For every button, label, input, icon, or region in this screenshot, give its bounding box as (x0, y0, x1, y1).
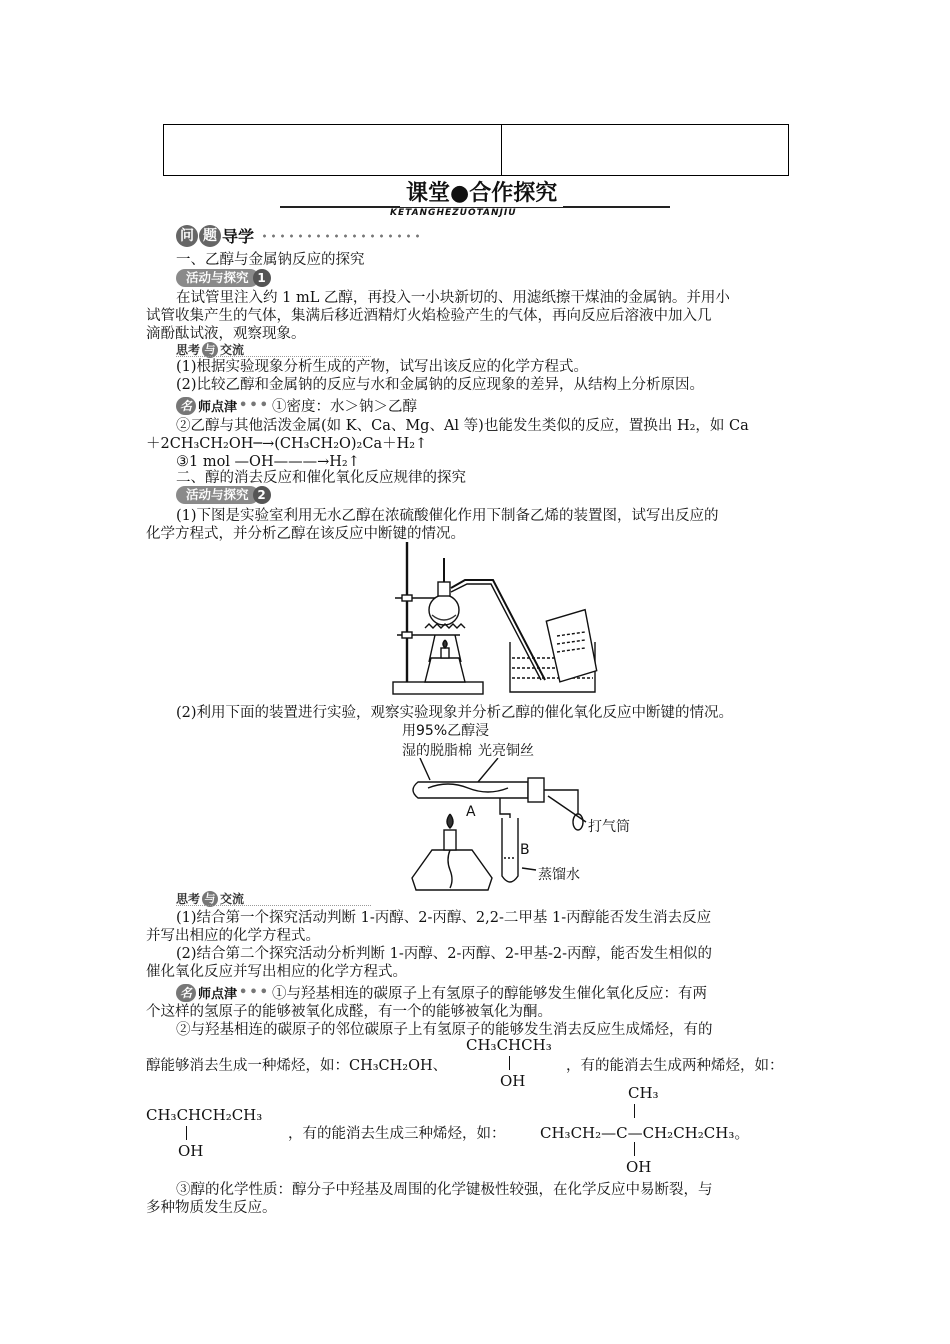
t2-tip-2-line3: ，有的能消去生成三种烯烃，如： (288, 1126, 506, 1142)
fig2-label-cotton: 湿的脱脂棉 (402, 743, 472, 759)
tip-1: ①密度：水＞钠＞乙醇 (271, 399, 417, 415)
guide-header (176, 224, 420, 247)
s2-para-1-line1: (1)下图是实验室利用无水乙醇在浓硫酸催化作用下制备乙烯的装置图，试写出反应的 (176, 508, 719, 524)
t2-tip-2-line1: ②与羟基相连的碳原子的邻位碳原子上有氢原子的能够发生消去反应生成烯烃，有的 (176, 1022, 713, 1038)
formula-ch3-branch: CH₃ (628, 1084, 659, 1102)
s2-question-1-line2: 并写出相应的化学方程式。 (146, 928, 320, 944)
tip-2-line1: ②乙醇与其他活泼金属(如 K、Ca、Mg、Al 等)也能发生类似的反应，置换出 H₂，如 Ca (176, 418, 749, 434)
header-table (163, 124, 789, 176)
formula-oh-3: OH (626, 1158, 652, 1176)
t2-tip-1-line1: ①与羟基相连的碳原子上有氢原子的醇能够发生催化氧化反应：有两 (271, 986, 707, 1002)
section-banner (280, 178, 670, 216)
tips-icon: 名 (176, 984, 196, 1002)
activity-label: 活动与探究 (176, 269, 259, 287)
s2-para-1-line2: 化学方程式，并分析乙醇在该反应中断键的情况。 (146, 526, 465, 542)
think-label-b: 与 (202, 342, 218, 358)
guide-label: 导学 (222, 227, 255, 246)
tips-icon: 名 (176, 397, 196, 415)
tip-3: ③1 mol —OH———→H₂↑ (176, 454, 360, 470)
guide-icon-1: 问 (176, 225, 198, 247)
think-label-a: 思考 (176, 343, 201, 357)
tips-row-2 (176, 982, 707, 1003)
section1-heading: 一、乙醇与金属钠反应的探究 (176, 252, 365, 268)
t2-tip-2-line2-pre: 醇能够消去生成一种烯烃，如：CH₃CH₂OH、 (146, 1058, 448, 1074)
formula-oh-1: OH (500, 1072, 526, 1090)
formula-bond-2 (186, 1126, 187, 1140)
t2-tip-2-line2-post: ，有的能消去生成两种烯烃，如： (566, 1058, 784, 1074)
oxidation-apparatus-figure (408, 758, 588, 893)
banner-title: 课堂●合作探究 (400, 176, 563, 207)
tips-label: 师点津 (198, 987, 238, 1002)
fig2-label-a: A (466, 804, 476, 820)
t2-tip-1-line2: 个这样的氢原子的能够被氧化成醛，有一个的能够被氧化为酮。 (146, 1004, 552, 1020)
section2-heading: 二、醇的消去反应和催化氧化反应规律的探究 (176, 470, 466, 486)
s1-para-line1: 在试管里注入约 1 mL 乙醇，再投入一小块新切的、用滤纸擦干煤油的金属钠。并用小 (176, 290, 730, 306)
activity-tag-1 (176, 269, 271, 287)
tips-badge-2 (176, 983, 270, 1002)
tips-row-1 (176, 395, 417, 416)
fig2-label-copper: 光亮铜丝 (478, 743, 534, 759)
formula-3-methyl-3-hexanol: CH₃CH₂—C—CH₂CH₂CH₃。 (540, 1124, 750, 1142)
ethylene-apparatus-figure (385, 540, 605, 700)
table-divider (501, 125, 502, 175)
t2-tip-3-line1: ③醇的化学性质：醇分子中羟基及周围的化学键极性较强，在化学反应中易断裂，与 (176, 1182, 713, 1198)
think-label-a: 思考 (176, 892, 201, 906)
fig2-label-water: 蒸馏水 (538, 867, 580, 883)
s1-para-line3: 滴酚酞试液，观察现象。 (146, 326, 306, 342)
fig2-label-b: B (520, 842, 530, 858)
formula-2-butanol: CH₃CHCH₂CH₃ (146, 1106, 263, 1124)
tips-badge-1 (176, 396, 270, 415)
think-label-c: 交流 (220, 892, 245, 906)
formula-bond-4 (634, 1142, 635, 1156)
activity-number: 1 (253, 269, 271, 287)
tip-2-line2: ＋2CH₃CH₂OH─→(CH₃CH₂O)₂Ca＋H₂↑ (146, 436, 428, 452)
s1-question-2: (2)比较乙醇和金属钠的反应与水和金属钠的反应现象的差异，从结构上分析原因。 (176, 377, 705, 393)
tips-dots: ••• (239, 398, 270, 413)
formula-oh-2: OH (178, 1142, 204, 1160)
activity-label: 活动与探究 (176, 486, 259, 504)
fig2-label-pump: 打气筒 (588, 819, 630, 835)
think-underline-2 (176, 905, 371, 906)
s2-question-2-line1: (2)结合第二个探究活动分析判断 1-丙醇、2-丙醇、2-甲基-2-丙醇，能否发生相似的 (176, 946, 713, 962)
s1-question-1: (1)根据实验现象分析生成的产物，试写出该反应的化学方程式。 (176, 359, 589, 375)
s2-para-2: (2)利用下面的装置进行实验，观察实验现象并分析乙醇的催化氧化反应中断键的情况。 (176, 705, 734, 721)
tips-dots: ••• (239, 985, 270, 1000)
s1-para-line2: 试管收集产生的气体，集满后移近酒精灯火焰检验产生的气体，再向反应后溶液中加入几 (146, 308, 712, 324)
guide-dots (260, 233, 420, 239)
banner-subtitle: KETANGHEZUOTANJIU (390, 208, 517, 218)
t2-tip-3-line2: 多种物质发生反应。 (146, 1200, 277, 1216)
think-label-b: 与 (202, 891, 218, 907)
guide-icon-2: 题 (199, 225, 221, 247)
stand-base (393, 682, 483, 694)
fig2-label-ethanol: 用95%乙醇浸 (402, 723, 490, 739)
s2-question-2-line2: 催化氧化反应并写出相应的化学方程式。 (146, 964, 407, 980)
formula-bond-3 (634, 1104, 635, 1118)
think-label-c: 交流 (220, 343, 245, 357)
activity-number: 2 (253, 486, 271, 504)
formula-2-propanol: CH₃CHCH₃ (466, 1036, 552, 1054)
s2-question-1-line1: (1)结合第一个探究活动判断 1-丙醇、2-丙醇、2,2-二甲基 1-丙醇能否发生消去反应 (176, 910, 712, 926)
activity-tag-2 (176, 486, 271, 504)
tips-label: 师点津 (198, 400, 238, 415)
